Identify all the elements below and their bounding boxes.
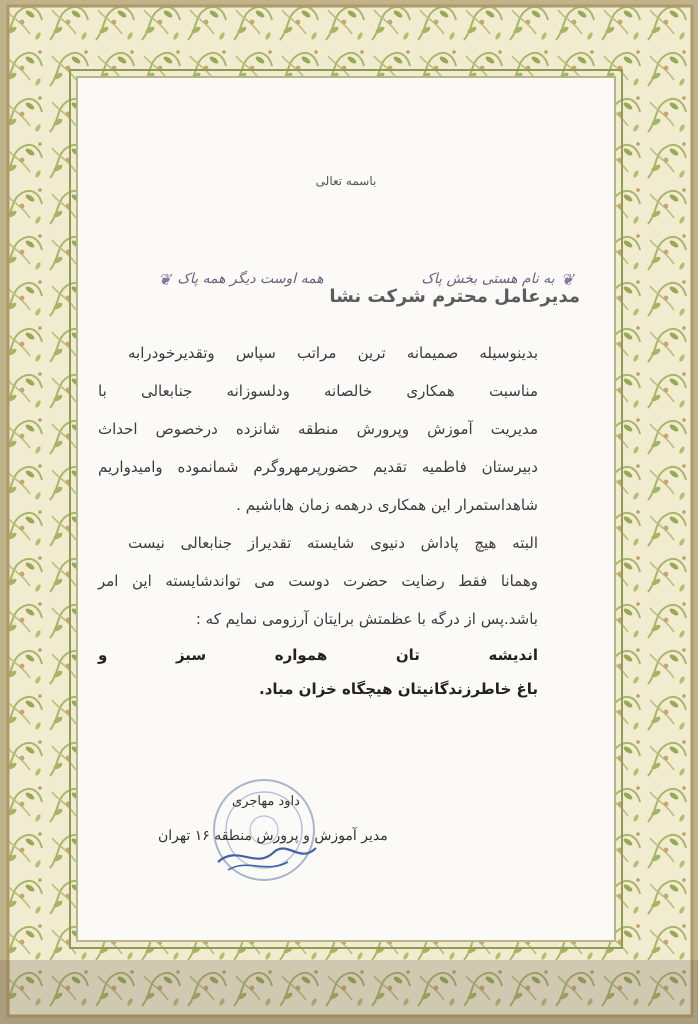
wish-line: باغ خاطرزندگانیتان هیچگاه خزان مباد. <box>259 680 538 698</box>
paragraph2-line: وهمانا فقط رضایت حضرت دوست می تواندشایسته این امر <box>98 572 538 590</box>
addressee: مدیرعامل محترم شرکت نشا <box>329 286 580 307</box>
paragraph2-line: البته هیچ پاداش دنیوی شایسته تقدیراز جنابعالی نیست <box>128 534 538 552</box>
calligraphy-left: همه اوست دیگر همه پاک <box>177 271 324 287</box>
heading: باسمه تعالی <box>315 174 377 188</box>
wish-line: اندیشه تان همواره سبز و <box>98 646 538 664</box>
signature-title: مدیر آموزش و پرورش منطقه ۱۶ تهران <box>158 828 388 844</box>
calligraphy-cartouche-left <box>158 262 324 296</box>
signature-name: داود مهاجری <box>232 794 300 809</box>
calligraphy-right: به نام هستی بخش پاک <box>421 271 555 287</box>
paragraph1-line: دبیرستان فاطمیه تقدیم حضورپرمهروگرم شمانموده وامیدواریم <box>98 458 538 476</box>
paragraph2-line: باشد.پس از درگه با عظمتش برایتان آرزومی نمایم که : <box>195 610 538 628</box>
paragraph1-line: شاهداستمرار این همکاری درهمه زمان هاباشیم . <box>236 496 538 514</box>
ornament-icon: ❦ <box>560 269 574 289</box>
letter-paper <box>76 76 616 942</box>
ornament-icon: ❦ <box>158 269 172 289</box>
paragraph1-line: مدیریت آموزش وپرورش منطقه شانزده درخصوص احداث <box>98 420 538 438</box>
paragraph1-line: مناسبت همکاری خالصانه ودلسوزانه جنابعالی با <box>98 382 538 400</box>
paragraph1-line: بدینوسیله صمیمانه ترین مراتب سپاس وتقدیرخودرابه <box>128 344 538 362</box>
